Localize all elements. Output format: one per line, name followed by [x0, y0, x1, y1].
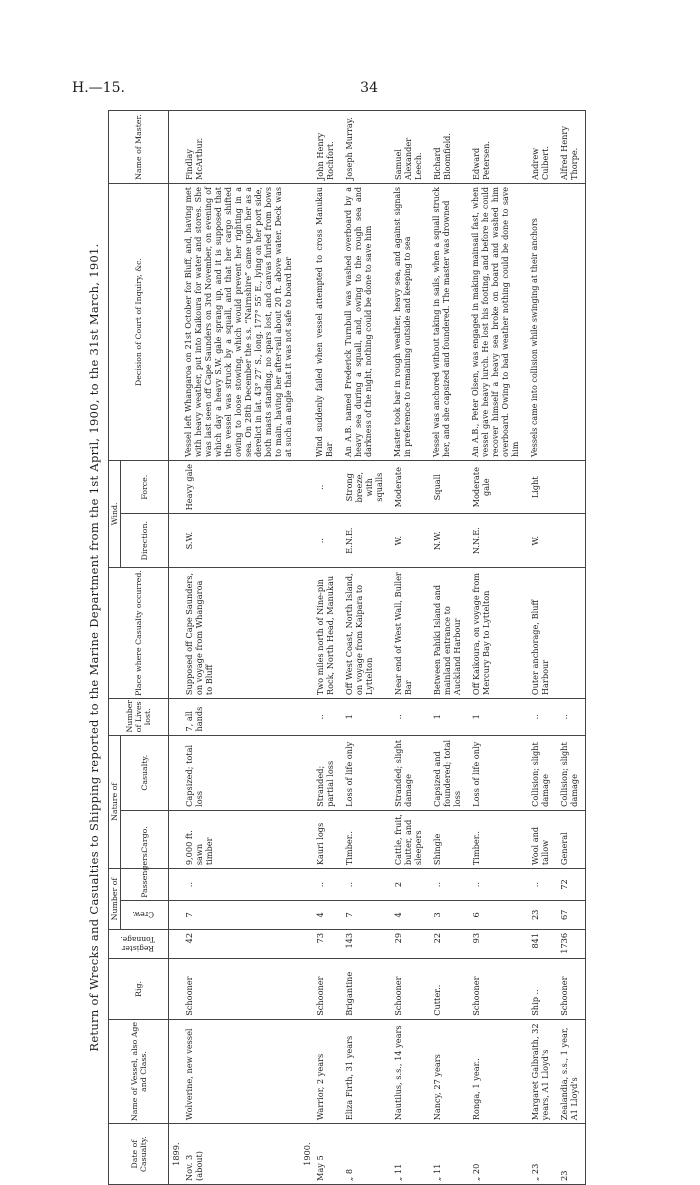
year-row — [300, 111, 312, 1185]
place-cell: Outer anchorage, Bluff Harbour — [527, 567, 556, 698]
table-row — [390, 111, 429, 1185]
page-number: 34 — [360, 80, 378, 96]
decision-cell: Master took bar in rough weather, heavy sea, and against signals in preference to remaining outside and keeping to sea — [390, 184, 429, 461]
decision-cell: An A.B., Peter Olsen, was engaged in making mainsail fast, when vessel gave heavy lurch. He lost his footing, and before he could recover himself a heavy sea broke on board and washed him overboard. Owing to bad weather nothing could be done to save him — [468, 184, 527, 461]
tonnage-cell: 29 — [390, 929, 429, 958]
rig-cell: Schooner — [468, 959, 527, 1020]
date-cell: „ 8 — [341, 1124, 390, 1185]
passengers-cell: .. — [468, 869, 527, 901]
col-casualty: Casualty. — [121, 735, 169, 810]
cargo-cell: Kauri logs — [312, 810, 341, 868]
wind-force-cell — [556, 460, 586, 513]
decision-cell — [556, 184, 586, 461]
tonnage-cell: 22 — [429, 929, 468, 958]
col-direction: Direction. — [121, 514, 169, 567]
passengers-cell: 72 — [556, 869, 586, 901]
place-cell: Off West Coast, North Island, on voyage from Kaipara to Lyttelton — [341, 567, 390, 698]
crew-cell: 67 — [556, 900, 586, 929]
cargo-cell: Wool and tallow — [527, 810, 556, 868]
year-label: 1899. — [169, 1124, 182, 1185]
casualty-cell: Collision; slight damage — [527, 735, 556, 810]
casualty-cell: Collision; slight damage — [556, 735, 586, 810]
decision-cell: An A.B. named Frederick Turnbull was washed overboard by a heavy sea during a squall, and, owing to the rough sea and darkness of the night, nothing could be done to save him — [341, 184, 390, 461]
crew-cell: 4 — [390, 900, 429, 929]
master-cell: John Henry Rochfort. — [312, 111, 341, 184]
decision-cell: Wind suddenly failed when vessel attempted to cross Manukau Bar — [312, 184, 341, 461]
date-cell: „ 20 — [468, 1124, 527, 1185]
passengers-cell: .. — [429, 869, 468, 901]
cargo-cell: Timber.. — [468, 810, 527, 868]
casualty-cell: Capsized; total loss — [181, 735, 300, 810]
table-row — [468, 111, 527, 1185]
col-wind: Wind. — [109, 460, 121, 567]
lives-cell: .. — [527, 699, 556, 735]
cargo-cell: Timber.. — [341, 810, 390, 868]
master-cell: Alfred Henry Thorpe. — [556, 111, 586, 184]
passengers-cell: .. — [341, 869, 390, 901]
place-cell: Near end of West Wall, Buller Bar — [390, 567, 429, 698]
col-rig: Rig. — [109, 959, 169, 1020]
passengers-cell: 2 — [390, 869, 429, 901]
crew-cell: 6 — [468, 900, 527, 929]
casualty-cell: Stranded; partial loss — [312, 735, 341, 810]
lives-cell: 7, all hands — [181, 699, 300, 735]
tonnage-cell: 73 — [312, 929, 341, 958]
lives-cell: .. — [312, 699, 341, 735]
crew-cell: 7 — [181, 900, 300, 929]
place-cell: Supposed off Cape Saunders, on voyage from Whangaroa to Bluff — [181, 567, 300, 698]
wind-force-cell: Moderate — [390, 460, 429, 513]
rig-cell: Schooner — [181, 959, 300, 1020]
wind-direction-cell: S.W. — [181, 514, 300, 567]
master-cell: Joseph Murray. — [341, 111, 390, 184]
tonnage-cell: 143 — [341, 929, 390, 958]
passengers-cell: .. — [527, 869, 556, 901]
wind-force-cell: Moderate gale — [468, 460, 527, 513]
rig-cell: Brigantine — [341, 959, 390, 1020]
crew-cell: 4 — [312, 900, 341, 929]
casualty-cell: Loss of life only — [468, 735, 527, 810]
wind-direction-cell: E.N.E. — [341, 514, 390, 567]
crew-cell: 3 — [429, 900, 468, 929]
col-date: Date of Casualty. — [109, 1124, 169, 1185]
vessel-cell: Ronga, 1 year.. — [468, 1019, 527, 1123]
crew-cell: 23 — [527, 900, 556, 929]
table-row — [527, 111, 556, 1185]
wind-force-cell: .. — [312, 460, 341, 513]
decision-cell: Vessel left Whangaroa on 21st October for Bluff, and, having met with heavy weather, put into Kaikoura for water and stores. She was last seen off Cape Saunders on 3rd November, on evening of which day a heavy S.W. gale sprang up, and it is supposed that the vessel was struck by a squall, and that her cargo shifted owing to loose stowing, which would prevent her righting in a sea. On 28th December the s.s. “Nairnshire” came upon her as a derelict in lat. 43° 27′ S., long. 177° 55′ E., lying on her port side, both masts standing, no spars lost, and canvas furled from bows to main, having her after-rail about 20 ft. above water. Deck was at such an angle that it was not safe to board her — [181, 184, 300, 461]
master-cell: Samuel Alexander Leech. — [390, 111, 429, 184]
tonnage-cell: 42 — [181, 929, 300, 958]
lives-cell: 1 — [341, 699, 390, 735]
rotated-page — [84, 110, 654, 1185]
place-cell: Two miles north of Nine-pin Rock, North Head, Manukau — [312, 567, 341, 698]
tonnage-cell: 93 — [468, 929, 527, 958]
col-crew: Crew. — [121, 900, 169, 929]
report-code: H.—15. — [72, 80, 125, 96]
tonnage-cell: 1736 — [556, 929, 586, 958]
wind-direction-cell: W. — [390, 514, 429, 567]
rig-cell: Cutter.. — [429, 959, 468, 1020]
wind-force-cell: Light — [527, 460, 556, 513]
wind-direction-cell: .. — [312, 514, 341, 567]
col-place: Place where Casualty occurred. — [109, 567, 169, 698]
table-row — [556, 111, 586, 1185]
col-lives: Number of Lives lost. — [109, 699, 169, 735]
place-cell: Off Kaikoura, on voyage from Mercury Bay to Lyttelton — [468, 567, 527, 698]
lives-cell: 1 — [429, 699, 468, 735]
wind-force-cell: Heavy gale — [181, 460, 300, 513]
col-number-of: Number of — [109, 869, 121, 930]
vessel-cell: Warrior, 2 years — [312, 1019, 341, 1123]
passengers-cell: .. — [312, 869, 341, 901]
lives-cell: .. — [556, 699, 586, 735]
col-vessel: Name of Vessel, also Age and Class. — [109, 1019, 169, 1123]
date-cell: Nov. 3 (about) — [181, 1124, 300, 1185]
table-row — [341, 111, 390, 1185]
col-decision: Decision of Court of Inquiry, &c. — [109, 184, 169, 461]
col-nature-of: Nature of — [109, 735, 121, 869]
table-row — [181, 111, 300, 1185]
master-cell: Andrew Culbert. — [527, 111, 556, 184]
rig-cell: Schooner — [556, 959, 586, 1020]
crew-cell: 7 — [341, 900, 390, 929]
table-row — [429, 111, 468, 1185]
date-cell: „ 11 — [390, 1124, 429, 1185]
lives-cell: .. — [390, 699, 429, 735]
cargo-cell: General — [556, 810, 586, 868]
cargo-cell: Cattle, fruit, butter, and sleepers — [390, 810, 429, 868]
table-row — [312, 111, 341, 1185]
wind-direction-cell — [556, 514, 586, 567]
passengers-cell: .. — [181, 869, 300, 901]
master-cell: Edward Petersen. — [468, 111, 527, 184]
tonnage-cell: 841 — [527, 929, 556, 958]
master-cell: Richard Bloomfield. — [429, 111, 468, 184]
wind-force-cell: Strong breeze, with squalls — [341, 460, 390, 513]
decision-cell: Vessels came into collision while swinging at their anchors — [527, 184, 556, 461]
col-master: Name of Master. — [109, 111, 169, 184]
rig-cell: Schooner — [312, 959, 341, 1020]
date-cell: 23 — [556, 1124, 586, 1185]
col-force: Force. — [121, 460, 169, 513]
wind-direction-cell: N.W. — [429, 514, 468, 567]
col-passengers: Passengers. — [121, 869, 169, 901]
decision-cell: Vessel was anchored without taking in sails, when a squall struck her, and she capsized and foundered. The master was drowned — [429, 184, 468, 461]
master-cell: Findlay McArthur. — [181, 111, 300, 184]
vessel-cell: Nautilus, s.s., 14 years — [390, 1019, 429, 1123]
wind-direction-cell: W. — [527, 514, 556, 567]
year-row — [169, 111, 182, 1185]
wind-force-cell: Squall — [429, 460, 468, 513]
date-cell: May 5 — [312, 1124, 341, 1185]
col-cargo: Cargo. — [121, 810, 169, 868]
rig-cell: Ship .. — [527, 959, 556, 1020]
place-cell: Between Pahiki Island and mainland entrance to Auckland Harbour — [429, 567, 468, 698]
wind-direction-cell: N.N.E. — [468, 514, 527, 567]
casualty-table — [108, 110, 586, 1185]
vessel-cell: Margaret Galbraith, 32 years, A1 Lloyd's — [527, 1019, 556, 1123]
place-cell — [556, 567, 586, 698]
casualty-cell: Capsized and foundered; total loss — [429, 735, 468, 810]
rig-cell: Schooner — [390, 959, 429, 1020]
col-tonnage: Register Tonnage. — [109, 929, 169, 958]
vessel-cell: Nancy, 27 years — [429, 1019, 468, 1123]
cargo-cell: Shingle — [429, 810, 468, 868]
casualty-cell: Stranded; slight damage — [390, 735, 429, 810]
casualty-cell: Loss of life only — [341, 735, 390, 810]
table-title: Return of Wrecks and Casualties to Shipping reported to the Marine Department from the 1st April, 1900, to the 31st March, 1901. — [87, 243, 101, 1052]
date-cell: „ 23 — [527, 1124, 556, 1185]
date-cell: „ 11 — [429, 1124, 468, 1185]
vessel-cell: Eliza Firth, 31 years — [341, 1019, 390, 1123]
year-label: 1900. — [300, 1124, 312, 1185]
lives-cell: 1 — [468, 699, 527, 735]
vessel-cell: Wolverine, new vessel — [181, 1019, 300, 1123]
cargo-cell: 9,000 ft. sawn timber — [181, 810, 300, 868]
vessel-cell: Zealandia, s.s., 1 year, A1 Lloyd's — [556, 1019, 586, 1123]
